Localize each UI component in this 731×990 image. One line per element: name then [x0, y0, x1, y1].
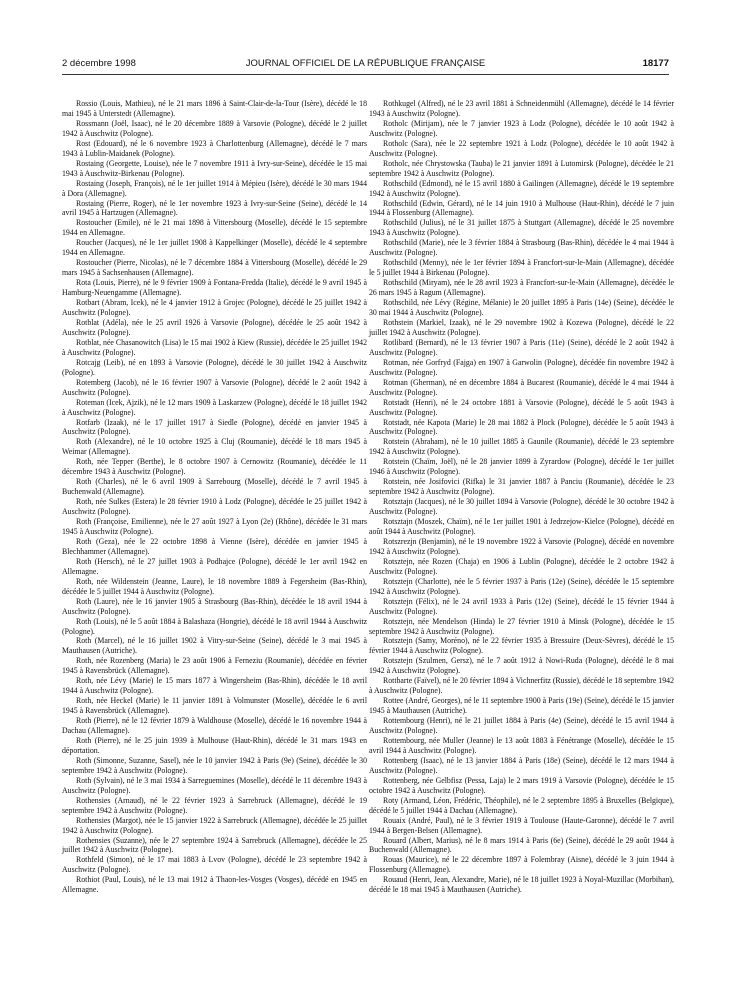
- header-date: 2 décembre 1998: [62, 58, 136, 69]
- death-record-entry: Roteman (Icek, Ajzik), né le 12 mars 1909 à Laskarzew (Pologne), décédé le 18 juillet 1942 à Auschwitz (Pologne).: [62, 397, 367, 417]
- death-record-entry: Rottembourg (Henri), né le 21 juillet 1884 à Paris (4e) (Seine), décédé le 15 avril 1944 à Auschwitz (Pologne).: [369, 716, 674, 736]
- death-record-entry: Rouaix (André, Paul), né le 3 février 1919 à Toulouse (Haute-Garonne), décédé le 7 avril 1944 à Bergen-Belsen (Allemagne).: [369, 815, 674, 835]
- death-record-entry: Rossio (Louis, Mathieu), né le 21 mars 1896 à Saint-Clair-de-la-Tour (Isère), décédé le 18 mai 1945 à Unterstedt (Allemagne).: [62, 99, 367, 118]
- death-record-entry: Roth (Françoise, Emilienne), née le 27 août 1927 à Lyon (2e) (Rhône), décédée le 31 mars 1945 à Auschwitz (Pologne).: [62, 517, 367, 536]
- death-record-entry: Rota (Louis, Pierre), né le 9 février 1909 à Fontana-Fredda (Italie), décédé le 9 avril 1945 à Hamburg-Neuengamme (Allemagne).: [62, 278, 367, 298]
- death-record-entry: Rost (Edouard), né le 6 novembre 1923 à Charlottenburg (Allemagne), décédé le 7 mars 1943 à Lublin-Maidanek (Pologne).: [62, 138, 367, 158]
- death-record-entry: Rottenberg, née Gelbfisz (Pessa, Laja) le 2 mars 1919 à Varsovie (Pologne), décédée le 15 octobre 1942 à Auschwitz (Pologne).: [369, 775, 674, 795]
- death-record-entry: Rothiot (Paul, Louis), né le 13 mai 1912 à Thaon-les-Vosges (Vosges), décédé en 1945 en Allemagne.: [62, 875, 367, 895]
- death-record-entry: Rouaud (Henri, Jean, Alexandre, Marie), né le 18 juillet 1923 à Noyal-Muzillac (Morbihan), décédé le 18 mai 1945 à Mauthausen (Autriche).: [369, 875, 674, 895]
- death-record-entry: Roth (Marcel), né le 16 juillet 1902 à Vitry-sur-Seine (Seine), décédé le 3 mai 1945 à Mauthausen (Autriche).: [62, 636, 367, 656]
- death-record-entry: Roty (Armand, Léon, Frédéric, Théophile), né le 2 septembre 1895 à Bruxelles (Belgique), décédé le 5 juillet 1944 à Dachau (Allemagne).: [369, 795, 674, 815]
- death-record-entry: Rothschild (Julius), né le 31 juillet 1875 à Stuttgart (Allemagne), décédé le 25 novembre 1943 à Auschwitz (Pologne).: [369, 218, 674, 238]
- death-record-entry: Rotsztejn (Szulmen, Gersz), né le 7 août 1912 à Nowi-Ruda (Pologne), décédé le 8 mai 1942 à Auschwitz (Pologne).: [369, 656, 674, 676]
- death-record-entry: Roth (Pierre), né le 12 février 1879 à Waldhouse (Moselle), décédé le 16 novembre 1944 à Dachau (Allemagne).: [62, 716, 367, 736]
- death-record-entry: Rottembourg, née Muller (Jeanne) le 13 août 1883 à Fénétrange (Moselle), décédée le 15 avril 1944 à Auschwitz (Pologne).: [369, 736, 674, 755]
- death-record-entry: Rothschild (Edmond), né le 15 avril 1880 à Gailingen (Allemagne), décédé le 19 septembre 1942 à Auschwitz (Pologne).: [369, 178, 674, 198]
- death-record-entry: Rostaing (Pierre, Roger), né le 1er novembre 1923 à Ivry-sur-Seine (Seine), décédé le 14 avril 1945 à Hartzugen (Allemagne).: [62, 198, 367, 218]
- death-record-entry: Rotsztajn (Moszek, Chaïm), né le 1er juillet 1901 à Jedrzejow-Kielce (Pologne), décédé en août 1944 à Auschwitz (Pologne).: [369, 517, 674, 536]
- death-record-entry: Rotbart (Abram, Icek), né le 4 janvier 1912 à Grojec (Pologne), décédé le 25 juillet 1942 à Auschwitz (Pologne).: [62, 298, 367, 318]
- death-record-entry: Rotsztajn (Jacques), né le 30 juillet 1894 à Varsovie (Pologne), décédé le 30 octobre 1942 à Auschwitz (Pologne).: [369, 497, 674, 517]
- death-record-entry: Rothkugel (Alfred), né le 23 avril 1881 à Schneidenmühl (Allemagne), décédé le 14 février 1943 à Auschwitz (Pologne).: [369, 99, 674, 118]
- death-record-entry: Rothschild (Edwin, Gérard), né le 14 juin 1910 à Mulhouse (Haut-Rhin), décédé le 7 juin 1944 à Flossenburg (Allemagne).: [369, 198, 674, 218]
- death-record-entry: Rotemberg (Jacob), né le 16 février 1907 à Varsovie (Pologne), décédé le 2 août 1942 à Auschwitz (Pologne).: [62, 377, 367, 397]
- death-record-entry: Rotholc (Sara), née le 22 septembre 1921 à Lodz (Pologne), décédée le 10 août 1942 à Auschwitz (Pologne).: [369, 138, 674, 158]
- death-record-entry: Rotstein, née Josifovici (Rifka) le 31 janvier 1887 à Panciu (Roumanie), décédée le 23 septembre 1942 à Auschwitz (Pologne).: [369, 477, 674, 497]
- death-record-entry: Rotstadt, née Kapota (Marie) le 28 mai 1882 à Plock (Pologne), décédée le 5 août 1943 à Auschwitz (Pologne).: [369, 417, 674, 437]
- death-record-entry: Roth, née Lévy (Marie) le 15 mars 1877 à Wingersheim (Bas-Rhin), décédée le 18 avril 1944 à Auschwitz (Pologne).: [62, 676, 367, 696]
- death-record-entry: Roth, née Wildenstein (Jeanne, Laure), le 18 novembre 1889 à Fegersheim (Bas-Rhin), décédée le 5 juillet 1944 à Auschwitz (Pologne).: [62, 576, 367, 596]
- death-record-entry: Rothensies (Arnaud), né le 22 février 1923 à Sarrebruck (Allemagne), décédé le 19 septembre 1942 à Auschwitz (Pologne).: [62, 795, 367, 815]
- death-record-entry: Rotblat (Adéla), née le 25 avril 1926 à Varsovie (Pologne), décédée le 25 août 1942 à Auschwitz (Pologne).: [62, 317, 367, 337]
- death-record-entry: Roth (Pierre), né le 25 juin 1939 à Mulhouse (Haut-Rhin), décédé le 31 mars 1943 en déportation.: [62, 736, 367, 755]
- death-record-entry: Rotman (Gherman), né en décembre 1884 à Bucarest (Roumanie), décédé le 4 mai 1944 à Auschwitz (Pologne).: [369, 377, 674, 397]
- page-header: [62, 58, 669, 72]
- death-record-entry: Roth, née Tepper (Berthe), le 8 octobre 1907 à Cernowitz (Roumanie), décédée le 11 décembre 1943 à Auschwitz (Pologne).: [62, 457, 367, 477]
- death-record-entry: Roth, née Heckel (Marie) le 11 janvier 1891 à Volmunster (Moselle), décédée le 6 avril 1945 à Ravensbrück (Allemagne).: [62, 696, 367, 716]
- death-record-entry: Rotholc, née Chrystowska (Tauba) le 21 janvier 1891 à Lutomirsk (Pologne), décédée le 21 septembre 1942 à Auschwitz (Pologne).: [369, 158, 674, 178]
- death-record-entry: Rotlibard (Bernard), né le 13 février 1907 à Paris (11e) (Seine), décédé le 2 août 1942 à Auschwitz (Pologne).: [369, 337, 674, 357]
- death-record-entry: Rouas (Maurice), né le 22 décembre 1897 à Folembray (Aisne), décédé le 3 juin 1944 à Flossenburg (Allemagne).: [369, 855, 674, 875]
- death-record-entry: Roth (Charles), né le 6 avril 1909 à Sarrebourg (Moselle), décédé le 7 avril 1945 à Buchenwald (Allemagne).: [62, 477, 367, 497]
- death-record-entry: Roth (Alexandre), né le 10 octobre 1925 à Cluj (Roumanie), décédé le 18 mars 1945 à Weimar (Allemagne).: [62, 437, 367, 457]
- death-record-entry: Rotsztejn, née Rozen (Chaja) en 1906 à Lublin (Pologne), décédée le 2 octobre 1942 à Auschwitz (Pologne).: [369, 556, 674, 576]
- death-record-entry: Rotsztejn (Samy, Moréno), né le 22 février 1935 à Bressuire (Deux-Sèvres), décédé le 15 février 1944 à Auschwitz (Pologne).: [369, 636, 674, 656]
- left-column: [62, 99, 367, 895]
- header-rule: [62, 74, 669, 75]
- death-record-entry: Rothschild (Marie), née le 3 février 1884 à Strasbourg (Bas-Rhin), décédée le 4 mai 1944 à Auschwitz (Pologne).: [369, 238, 674, 258]
- death-record-entry: Rotsztejn (Félix), né le 24 avril 1933 à Paris (12e) (Seine), décédé le 15 février 1944 à Auschwitz (Pologne).: [369, 596, 674, 616]
- death-record-entry: Roth (Louis), né le 5 août 1884 à Balashaza (Hongrie), décédé le 18 avril 1944 à Auschwitz (Pologne).: [62, 616, 367, 636]
- death-record-entry: Rotstein (Chaïm, Joël), né le 28 janvier 1899 à Zyrardow (Pologne), décédé le 1er juillet 1946 à Auschwitz (Pologne).: [369, 457, 674, 477]
- right-column: [369, 99, 674, 895]
- death-record-entry: Rothensies (Suzanne), née le 27 septembre 1924 à Sarrebruck (Allemagne), décédée le 25 juillet 1942 à Auschwitz (Pologne).: [62, 835, 367, 855]
- death-record-entry: Roth, née Rozenberg (Maria) le 23 août 1906 à Ferneziu (Roumanie), décédée en février 1945 à Ravensbrück (Allemagne).: [62, 656, 367, 676]
- death-record-entry: Roucher (Jacques), né le 1er juillet 1908 à Kappelkinger (Moselle), décédé le 4 septembre 1944 en Allemagne.: [62, 238, 367, 258]
- death-record-entry: Rotstadt (Henri), né le 24 octobre 1881 à Varsovie (Pologne), décédé le 5 août 1943 à Auschwitz (Pologne).: [369, 397, 674, 417]
- header-title: JOURNAL OFFICIEL DE LA RÉPUBLIQUE FRANÇAISE: [245, 58, 486, 69]
- death-record-entry: Rouard (Albert, Marius), né le 8 mars 1914 à Paris (6e) (Seine), décédé le 29 août 1944 à Buchenwald (Allemagne).: [369, 835, 674, 855]
- death-record-entry: Rotcajg (Leib), né en 1893 à Varsovie (Pologne), décédé le 30 juillet 1942 à Auschwitz (Pologne).: [62, 357, 367, 377]
- death-record-entry: Roth (Laure), née le 16 janvier 1905 à Strasbourg (Bas-Rhin), décédée le 18 avril 1944 à Auschwitz (Pologne).: [62, 596, 367, 616]
- death-record-entry: Rotsztejn, née Mendelson (Hinda) le 27 février 1910 à Minsk (Pologne), décédée le 15 septembre 1942 à Auschwitz (Pologne).: [369, 616, 674, 636]
- death-record-entry: Roth (Sylvain), né le 3 mai 1934 à Sarreguemines (Moselle), décédé le 11 décembre 1943 à Auschwitz (Pologne).: [62, 775, 367, 795]
- death-record-entry: Rottbarte (Faïvel), né le 20 février 1894 à Vichnerfitz (Russie), décédé le 18 septembre 1942 à Auschwitz (Pologne).: [369, 676, 674, 696]
- death-record-entry: Rottenberg (Isaac), né le 13 janvier 1884 à Paris (18e) (Seine), décédé le 12 mars 1944 à Auschwitz (Pologne).: [369, 755, 674, 775]
- death-record-entry: Rostoucher (Pierre, Nicolas), né le 7 décembre 1884 à Vittersbourg (Moselle), décédé le 29 mars 1945 à Sachsenhausen (Allemagne).: [62, 258, 367, 278]
- death-record-entry: Rotsztejn (Charlotte), née le 5 février 1937 à Paris (12e) (Seine), décédée le 15 septembre 1942 à Auschwitz (Pologne).: [369, 576, 674, 596]
- death-record-entry: Rotszrezjn (Benjamin), né le 19 novembre 1922 à Varsovie (Pologne), décédé en novembre 1942 à Auschwitz (Pologne).: [369, 536, 674, 556]
- death-record-entry: Roth (Hersch), né le 27 juillet 1903 à Podhajce (Pologne), décédé le 1er avril 1942 en Allemagne.: [62, 556, 367, 576]
- death-record-entry: Rotstein (Abraham), né le 10 juillet 1885 à Gaunile (Roumanie), décédé le 23 septembre 1942 à Auschwitz (Pologne).: [369, 437, 674, 457]
- death-record-entry: Rothschild (Miryam), née le 28 avril 1923 à Francfort-sur-le-Main (Allemagne), décédée le 26 mars 1945 à Ragum (Allemagne).: [369, 278, 674, 298]
- death-record-entry: Rotman, née Gorfryd (Fajga) en 1907 à Garwolin (Pologne), décédée fin novembre 1942 à Auschwitz (Pologne).: [369, 357, 674, 377]
- death-record-entry: Roth, née Sulkes (Estera) le 28 février 1910 à Lodz (Pologne), décédée le 25 juillet 1942 à Auschwitz (Pologne).: [62, 497, 367, 517]
- death-record-entry: Rothschild, née Lévy (Régine, Mélanie) le 20 juillet 1895 à Paris (14e) (Seine), décédée le 30 mai 1944 à Auschwitz (Pologne).: [369, 298, 674, 318]
- death-record-entry: Rotfarb (Izaak), né le 17 juillet 1917 à Siedle (Pologne), décédé en janvier 1945 à Auschwitz (Pologne).: [62, 417, 367, 437]
- death-record-entry: Rostoucher (Emile), né le 21 mai 1898 à Vittersbourg (Moselle), décédé le 15 septembre 1944 en Allemagne.: [62, 218, 367, 238]
- death-record-entry: Rossmann (Joël, Isaac), né le 20 décembre 1889 à Varsovie (Pologne), décédé le 2 juillet 1942 à Auschwitz (Pologne).: [62, 118, 367, 138]
- death-record-entry: Roth (Simonne, Suzanne, Sasel), née le 10 janvier 1942 à Paris (9e) (Seine), décédée le 30 septembre 1942 à Auschwitz (Pologne).: [62, 755, 367, 775]
- death-record-entry: Rothschild (Menny), née le 1er février 1894 à Francfort-sur-le-Main (Allemagne), décédée le 5 juillet 1944 à Birkenau (Pologne).: [369, 258, 674, 278]
- death-record-entry: Rotblat, née Chasanowitch (Lisa) le 15 mai 1902 à Kiew (Russie), décédée le 25 juillet 1942 à Auschwitz (Pologne).: [62, 337, 367, 357]
- death-record-entry: Rothensies (Margot), née le 15 janvier 1922 à Sarrebruck (Allemagne), décédée le 25 juillet 1942 à Auschwitz (Pologne).: [62, 815, 367, 835]
- death-record-entry: Rothfeld (Simon), né le 17 mai 1883 à Lvov (Pologne), décédé le 23 septembre 1942 à Auschwitz (Pologne).: [62, 855, 367, 875]
- death-record-entry: Rostaing (Georgette, Louise), née le 7 novembre 1911 à Ivry-sur-Seine), décédée le 15 mai 1943 à Auschwitz-Birkenau (Pologne).: [62, 158, 367, 178]
- death-record-entry: Rostaing (Joseph, François), né le 1er juillet 1914 à Mépieu (Isère), décédé le 30 mars 1944 à Dora (Allemagne).: [62, 178, 367, 198]
- death-record-entry: Rottee (André, Georges), né le 11 septembre 1900 à Paris (19e) (Seine), décédé le 15 janvier 1945 à Mauthausen (Autriche).: [369, 696, 674, 716]
- death-record-entry: Roth (Geza), née le 22 octobre 1898 à Vienne (Isère), décédée en janvier 1945 à Blechhammer (Allemagne).: [62, 536, 367, 556]
- header-page-number: 18177: [642, 58, 669, 69]
- death-record-entry: Rotholc (Mirijam), née le 7 janvier 1923 à Lodz (Pologne), décédée le 10 août 1942 à Auschwitz (Pologne).: [369, 118, 674, 138]
- death-record-entry: Rothstein (Markiel, Izaak), né le 29 novembre 1902 à Kozewa (Pologne), décédé le 22 juillet 1942 à Auschwitz (Pologne).: [369, 317, 674, 337]
